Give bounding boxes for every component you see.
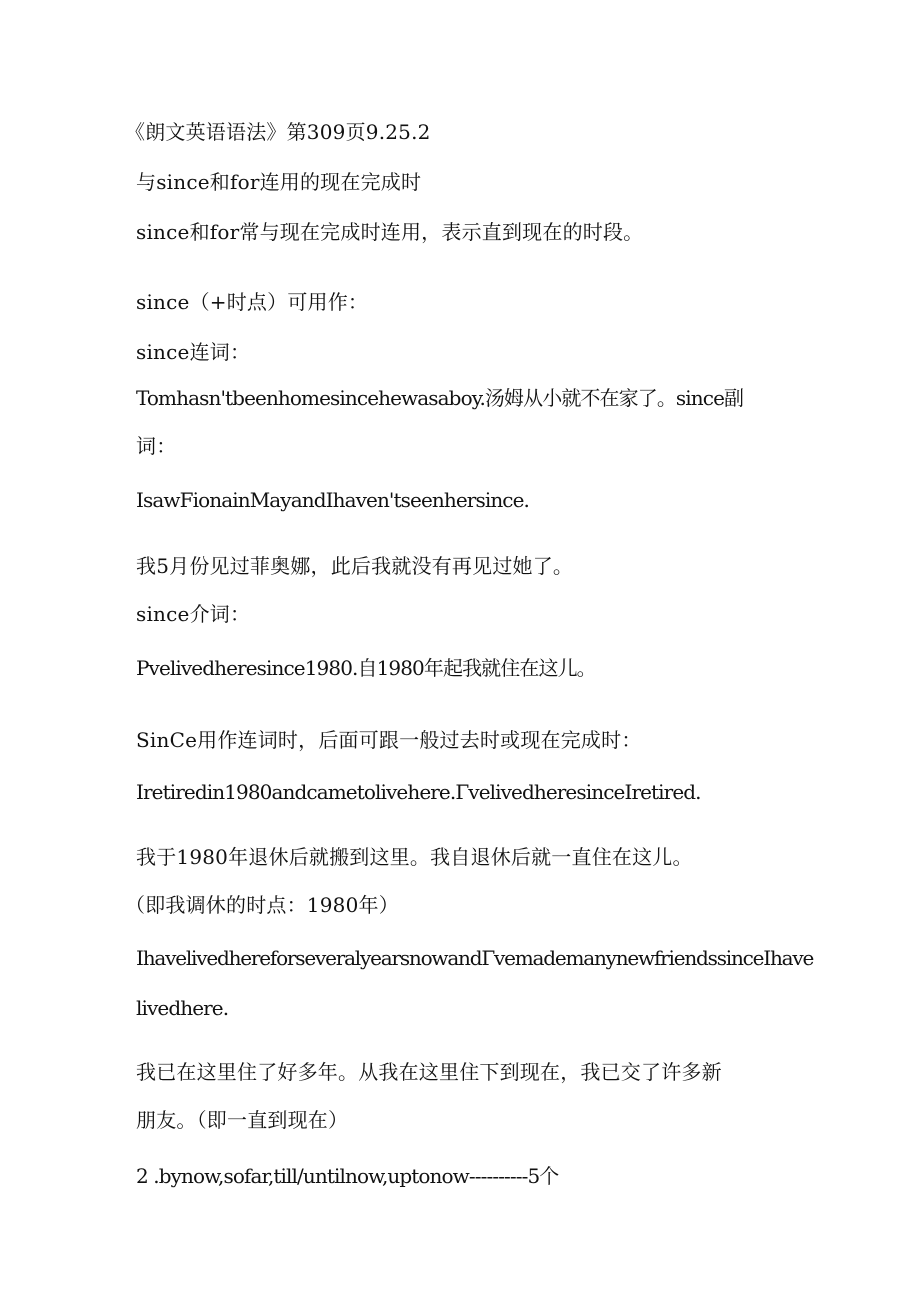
translation-line: 我5月份见过菲奥娜，此后我就没有再见过她了。 xyxy=(136,554,574,578)
translation-line-continuation: 朋友。（即一直到现在） xyxy=(136,1108,349,1132)
example-line: IsawFionainMayandIhaven'tseenhersince. xyxy=(136,488,529,512)
example-line: Tomhasn'tbeenhomesincehewasaboy.汤姆从小就不在家了。since副 xyxy=(136,386,744,410)
since-conjunction-label: since连词： xyxy=(136,340,251,364)
since-usage-heading: since（+时点）可用作： xyxy=(136,290,369,314)
source-reference: 《朗文英语语法》第309页9.25.2 xyxy=(125,120,431,144)
explanation-line: （即我调休的时点：1980年） xyxy=(125,893,399,917)
intro-sentence: since和for常与现在完成时连用，表示直到现在的时段。 xyxy=(136,220,644,244)
translation-line: 我于1980年退休后就搬到这里。我自退休后就一直住在这儿。 xyxy=(136,845,693,869)
translation-line: 我已在这里住了好多年。从我在这里住下到现在，我已交了许多新 xyxy=(136,1060,722,1084)
numbered-item: 2 .bynow,sofar,till/untilnow,uptonow----------5个 xyxy=(136,1164,559,1188)
since-adverb-label-continuation: 词： xyxy=(136,434,177,458)
example-line: Iretiredin1980andcametolivehere.ΓvelivedheresinceIretired. xyxy=(136,780,701,804)
section-heading: 与since和for连用的现在完成时 xyxy=(136,170,422,194)
example-line: Pvelivedheresince1980.自1980年起我就住在这儿。 xyxy=(136,656,596,680)
since-preposition-label: since介词： xyxy=(136,602,251,626)
example-line: IhavelivedhereforseveralyearsnowandΓvemademanynewfriendssinceIhave xyxy=(136,946,814,970)
example-line-continuation: livedhere. xyxy=(136,996,229,1020)
conjunction-note: SinCe用作连词时，后面可跟一般过去时或现在完成时： xyxy=(136,728,642,752)
